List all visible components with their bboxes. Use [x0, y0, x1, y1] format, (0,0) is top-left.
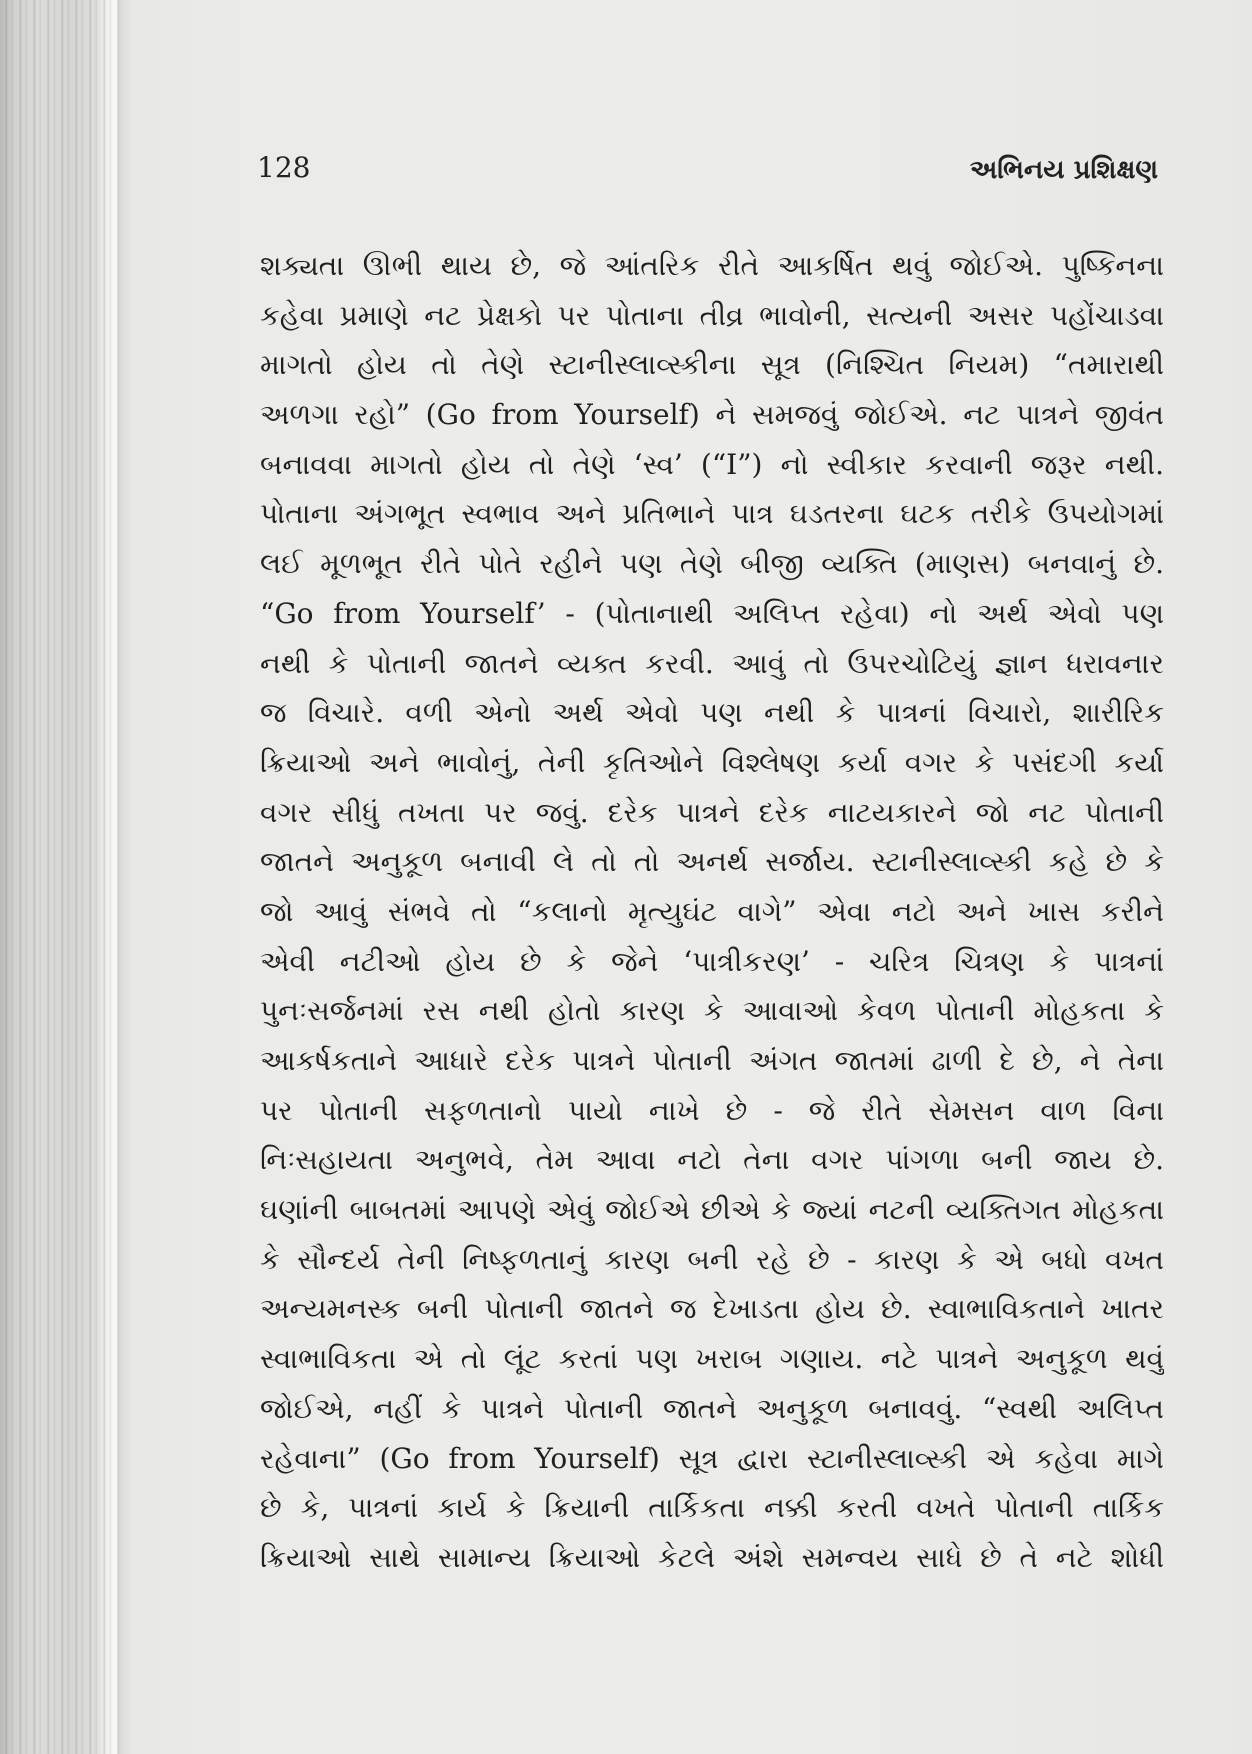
text-line: કહેવા પ્રમાણે નટ પ્રેક્ષકો પર પોતાના તીવ્ર ભાવોની, સત્યની અસર પહોંચાડવા: [260, 298, 1164, 332]
body-text: [260, 241, 1164, 1583]
text-line: કે સૌન્દર્ય તેની નિષ્ફળતાનું કારણ બની રહે છે - કારણ કે એ બધો વખત: [260, 1242, 1164, 1276]
text-line: શક્યતા ઊભી થાય છે, જે આંતરિક રીતે આકર્ષિત થવું જોઈએ. પુષ્કિનના: [260, 249, 1164, 282]
text-line: ક્રિયાઓ અને ભાવોનું, તેની કૃતિઓને વિશ્લેષણ કર્યા વગર કે પસંદગી કર્યા: [260, 745, 1164, 779]
text-line: બનાવવા માગતો હોય તો તેણે ‘સ્વ’ (“I”) નો સ્વીકાર કરવાની જરૂર નથી.: [260, 447, 1164, 481]
text-line: નથી કે પોતાની જાતને વ્યક્ત કરવી. આવું તો ઉપરચોટિયું જ્ઞાન ધરાવનાર: [260, 646, 1164, 680]
text-line: એવી નટીઓ હોય છે કે જેને ‘પાત્રીકરણ’ - ચરિત્ર ચિત્રણ કે પાત્રનાં: [260, 944, 1164, 978]
text-line: માગતો હોય તો તેણે સ્ટાનીસ્લાવ્સ્કીના સૂત્ર (નિશ્ચિત નિયમ) “તમારાથી: [260, 348, 1164, 382]
text-line: જાતને અનુકૂળ બનાવી લે તો તો અનર્થ સર્જાય. સ્ટાનીસ્લાવ્સ્કી કહે છે કે: [260, 845, 1164, 879]
text-line: પોતાના અંગભૂત સ્વભાવ અને પ્રતિભાને પાત્ર ઘડતરના ઘટક તરીકે ઉપયોગમાં: [260, 497, 1164, 531]
text-line: જ વિચારે. વળી એનો અર્થ એવો પણ નથી કે પાત્રનાં વિચારો, શારીરિક: [260, 696, 1164, 730]
text-line: ક્રિયાઓ સાથે સામાન્ય ક્રિયાઓ કેટલે અંશે સમન્વય સાધે છે તે નટે શોધી: [260, 1540, 1164, 1574]
text-line: લઈ મૂળભૂત રીતે પોતે રહીને પણ તેણે બીજી વ્યક્તિ (માણસ) બનવાનું છે.: [260, 547, 1164, 581]
text-line: નિઃસહાયતા અનુભવે, તેમ આવા નટો તેના વગર પાંગળા બની જાય છે.: [260, 1143, 1164, 1177]
page-stack-edge: [0, 0, 122, 1754]
text-line: જોઈએ, નહીં કે પાત્રને પોતાની જાતને અનુકૂળ બનાવવું. “સ્વથી અલિપ્ત: [260, 1391, 1164, 1425]
text-line: સ્વાભાવિકતા એ તો લૂંટ કરતાં પણ ખરાબ ગણાય. નટે પાત્રને અનુકૂળ થવું: [260, 1342, 1164, 1376]
text-line: અળગા રહો” (Go from Yourself) ને સમજવું જોઈએ. નટ પાત્રને જીવંત: [260, 398, 1164, 432]
text-line: રહેવાના” (Go from Yourself) સૂત્ર દ્વારા સ્ટાનીસ્લાવ્સ્કી એ કહેવા માગે: [260, 1441, 1164, 1475]
text-line: અન્યમનસ્ક બની પોતાની જાતને જ દેખાડતા હોય છે. સ્વાભાવિકતાને ખાતર: [260, 1292, 1164, 1326]
text-line: વગર સીધું તખતા પર જવું. દરેક પાત્રને દરેક નાટયકારને જો નટ પોતાની: [260, 795, 1164, 829]
text-line: આકર્ષકતાને આધારે દરેક પાત્રને પોતાની અંગત જાતમાં ઢાળી દે છે, ને તેના: [260, 1044, 1164, 1077]
text-line: “Go from Yourself’ - (પોતાનાથી અલિપ્ત રહેવા) નો અર્થ એવો પણ: [260, 596, 1164, 630]
text-line: જો આવું સંભવે તો “કલાનો મૃત્યુઘંટ વાગે” એવા નટો અને ખાસ કરીને: [260, 894, 1164, 928]
text-line: છે કે, પાત્રનાં કાર્ય કે ક્રિયાની તાર્કિકતા નક્કી કરતી વખતે પોતાની તાર્કિક: [260, 1491, 1164, 1525]
text-line: પુનઃસર્જનમાં રસ નથી હોતો કારણ કે આવાઓ કેવળ પોતાની મોહકતા કે: [260, 994, 1164, 1028]
text-line: ઘણાંની બાબતમાં આપણે એવું જોઈએ છીએ કે જ્યાં નટની વ્યક્તિગત મોહકતા: [260, 1193, 1164, 1227]
running-header: અભિનય પ્રશિક્ષણ: [969, 155, 1158, 185]
page-number: 128: [257, 151, 311, 184]
gutter-shadow: [118, 0, 132, 1754]
text-line: પર પોતાની સફળતાનો પાયો નાખે છે - જે રીતે સેમસન વાળ વિના: [260, 1093, 1164, 1127]
